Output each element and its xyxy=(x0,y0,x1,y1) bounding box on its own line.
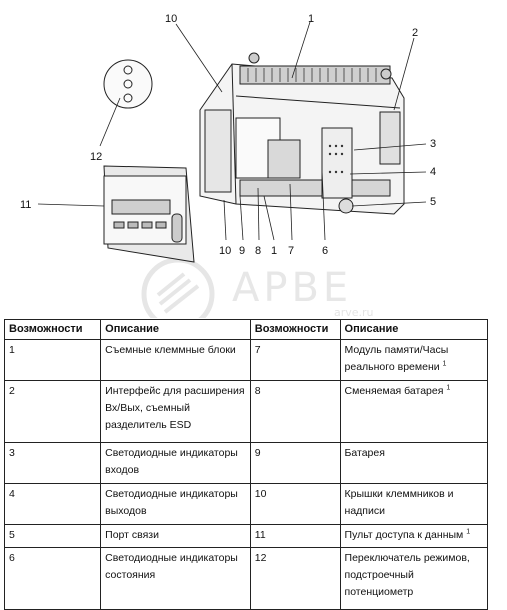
callout-label: 4 xyxy=(430,166,437,178)
plc-controller xyxy=(200,53,404,214)
feature-description: Светодиодные индикаторы выходов xyxy=(101,484,251,525)
description-text: Переключатель режимов, подстроечный потенциометр xyxy=(344,552,470,598)
callout-label: 9 xyxy=(239,245,246,257)
feature-description: Порт связи xyxy=(101,525,251,548)
feature-description xyxy=(340,443,487,484)
column-header: Описание xyxy=(340,320,487,340)
description-text: Пульт доступа к данным xyxy=(344,529,464,541)
callout-label: 6 xyxy=(322,245,329,257)
callout-label: 1 xyxy=(308,13,315,25)
feature-number: 1 xyxy=(5,340,101,381)
table-header-row xyxy=(5,320,488,340)
watermark-subtext: arve.ru xyxy=(334,306,374,318)
callout-label: 11 xyxy=(20,199,32,211)
feature-number: 8 xyxy=(250,381,340,443)
feature-description: Светодиодные индикаторы входов xyxy=(101,443,251,484)
feature-number: 9 xyxy=(250,443,340,484)
table-row xyxy=(5,443,488,484)
table-row xyxy=(5,525,488,548)
feature-number: 7 xyxy=(250,340,340,381)
feature-number: 3 xyxy=(5,443,101,484)
feature-number: 5 xyxy=(5,525,101,548)
watermark-logo xyxy=(144,260,374,318)
feature-number: 6 xyxy=(5,548,101,610)
table-row xyxy=(5,340,488,381)
description-text: Сменяемая батарея xyxy=(344,385,444,397)
callout-label: 3 xyxy=(430,138,437,150)
feature-description: Интерфейс для расширения Вх/Вых, съемный разделитель ESD xyxy=(101,381,251,443)
feature-description xyxy=(340,525,487,548)
description-text: Батарея xyxy=(344,447,385,459)
footnote-marker: 1 xyxy=(442,360,447,368)
callout-label: 10 xyxy=(165,13,178,25)
feature-description: Съемные клеммные блоки xyxy=(101,340,251,381)
feature-description xyxy=(340,484,487,525)
callout-label: 2 xyxy=(412,27,419,39)
table-row xyxy=(5,484,488,525)
feature-description xyxy=(340,548,487,610)
feature-description: Светодиодные индикаторы состояния xyxy=(101,548,251,610)
description-text: Крышки клеммников и надписи xyxy=(344,488,454,517)
callout-label: 8 xyxy=(255,245,262,257)
column-header: Описание xyxy=(101,320,251,340)
feature-number: 2 xyxy=(5,381,101,443)
callout-label: 1 xyxy=(271,245,278,257)
column-header: Возможности xyxy=(5,320,101,340)
callout-label: 5 xyxy=(430,196,437,208)
table-row xyxy=(5,381,488,443)
feature-number: 4 xyxy=(5,484,101,525)
feature-description xyxy=(340,340,487,381)
callout-label: 7 xyxy=(288,245,295,257)
data-access-panel xyxy=(104,166,194,262)
callout-label: 10 xyxy=(219,245,232,257)
features-table xyxy=(4,319,488,610)
column-header: Возможности xyxy=(250,320,340,340)
footnote-marker: 1 xyxy=(466,528,471,536)
feature-number: 11 xyxy=(250,525,340,548)
feature-number: 12 xyxy=(250,548,340,610)
feature-number: 10 xyxy=(250,484,340,525)
footnote-marker: 1 xyxy=(446,384,451,392)
mode-switch-inset xyxy=(104,60,152,108)
table-row xyxy=(5,548,488,610)
callout-label: 12 xyxy=(90,151,103,163)
feature-description xyxy=(340,381,487,443)
description-text: Модуль памяти/Часы реального времени xyxy=(344,344,449,373)
watermark-brand: АРВЕ xyxy=(232,265,353,311)
